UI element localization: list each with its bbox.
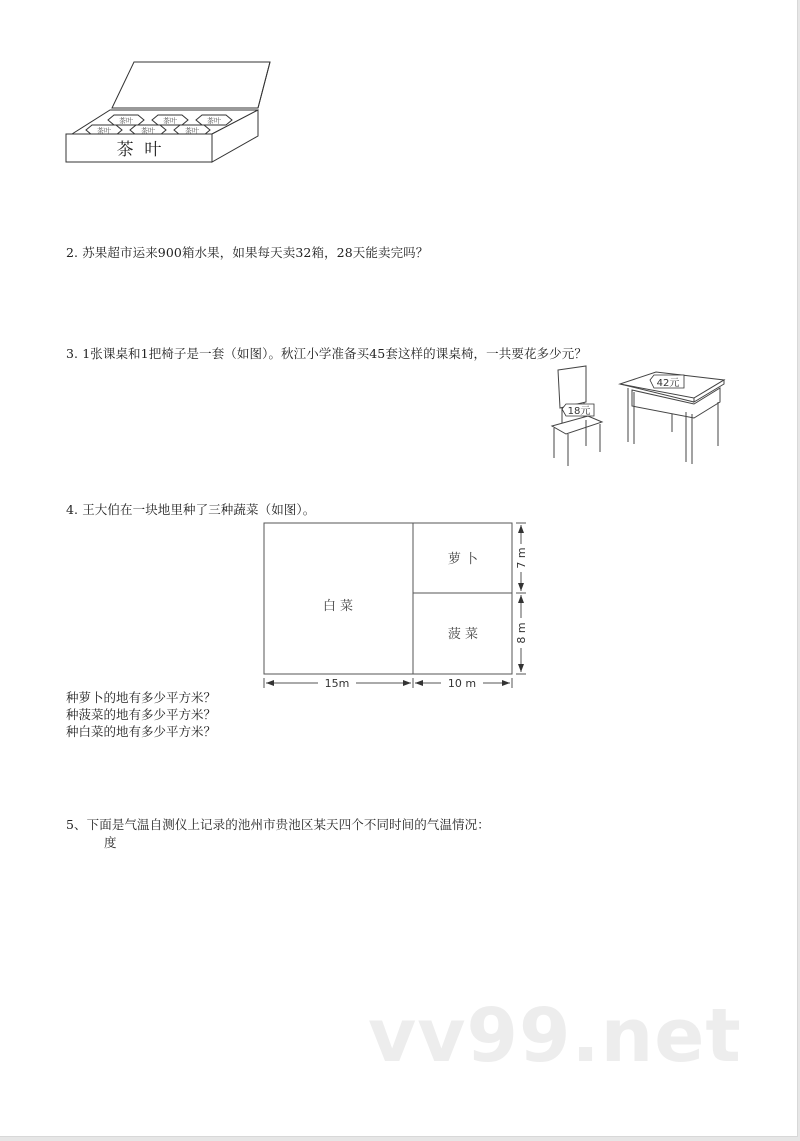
question-2: 2. 苏果超市运来900箱水果，如果每天卖32箱，28天能卖完吗？ <box>66 245 429 260</box>
tea-packet-label: 茶叶 <box>119 117 133 125</box>
dimension-height-top: 7 m <box>515 547 528 569</box>
tea-packet-label: 茶叶 <box>97 127 111 135</box>
watermark: vv99.net <box>368 993 742 1079</box>
dimension-width-left: 15m <box>324 677 350 690</box>
tea-packet-label: 茶叶 <box>163 117 177 125</box>
tea-packet-label: 茶叶 <box>141 127 155 135</box>
desk-price-tag: 42元 <box>656 378 680 389</box>
tea-box-label: 茶 叶 <box>116 140 162 160</box>
sub-question-spinach: 种菠菜的地有多少平方米？ <box>66 707 217 722</box>
tea-box-illustration <box>62 56 276 168</box>
question-3: 3. 1张课桌和1把椅子是一套（如图）。秋江小学准备买45套这样的课桌椅，一共要花多少元？ <box>66 346 587 361</box>
chair-price-tag: 18元 <box>567 406 591 417</box>
dimension-height-bottom: 8 m <box>515 622 528 644</box>
question-5: 5、下面是气温自测仪上记录的池州市贵池区某天四个不同时间的气温情况： <box>66 817 490 832</box>
plot-label-cabbage: 白 菜 <box>322 599 354 614</box>
plot-label-radish: 萝 卜 <box>447 552 479 567</box>
plot-label-spinach: 菠 菜 <box>447 627 479 642</box>
tea-packet-label: 茶叶 <box>185 127 199 135</box>
question-4: 4. 王大伯在一块地里种了三种蔬菜（如图）。 <box>66 502 316 517</box>
desk-chair-illustration <box>544 362 730 468</box>
sub-question-cabbage: 种白菜的地有多少平方米？ <box>66 724 217 739</box>
dimension-width-right: 10 m <box>447 677 477 690</box>
tea-packet-label: 茶叶 <box>207 117 221 125</box>
temperature-unit-label: 度 <box>104 835 117 850</box>
question-4-sub-list <box>66 689 216 740</box>
sub-question-radish: 种萝卜的地有多少平方米？ <box>66 690 217 705</box>
vegetable-plot-diagram <box>258 518 534 694</box>
